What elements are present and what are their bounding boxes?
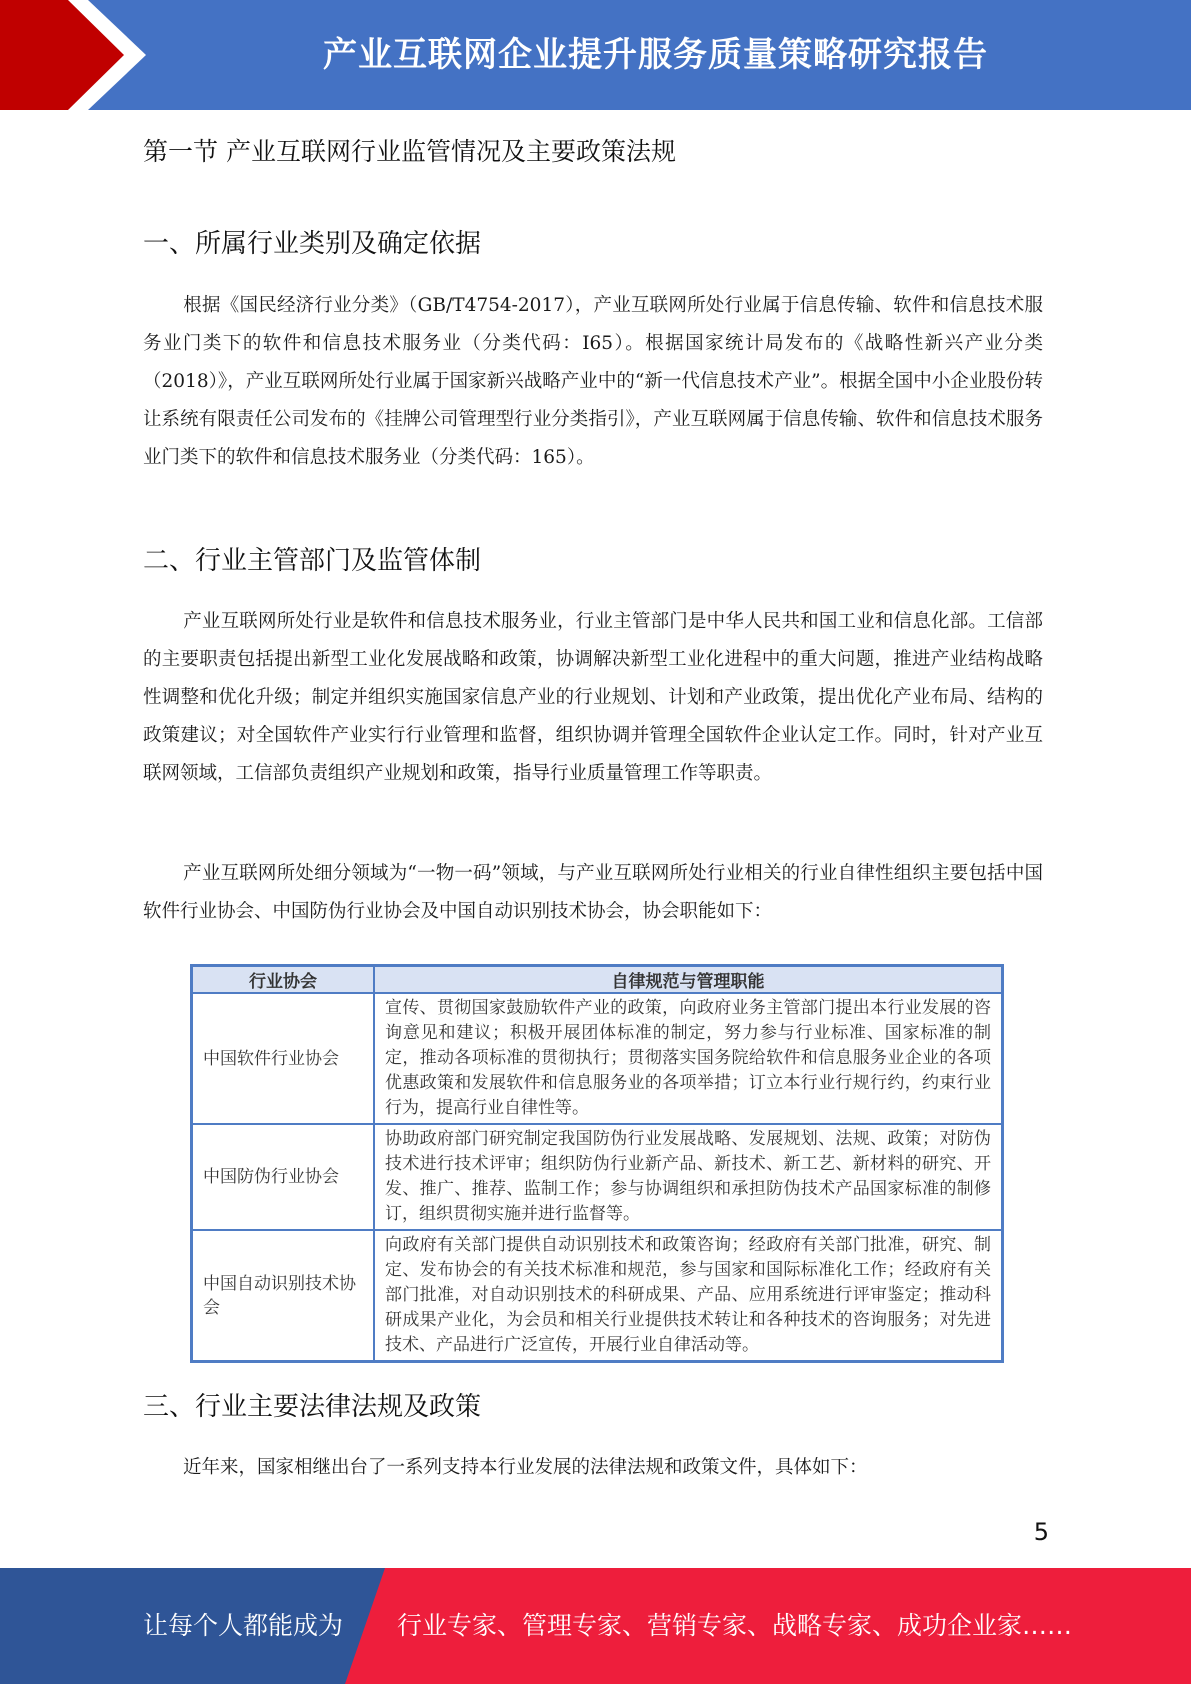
paragraph-industry-category: [143, 287, 1043, 477]
footer-slogan-right: 行业专家、管理专家、营销专家、战略专家、成功企业家……: [397, 1611, 1073, 1640]
footer-slogan-left: 让每个人都能成为: [143, 1611, 344, 1640]
paragraph-regulatory-authority: [143, 603, 1043, 793]
section-title: 第一节 产业互联网行业监管情况及主要政策法规: [143, 137, 676, 166]
heading-laws-policies: 三、行业主要法律法规及政策: [143, 1392, 482, 1422]
column-header-duties: 自律规范与管理职能: [374, 966, 1003, 994]
association-name: 中国自动识别技术协会: [192, 1230, 375, 1362]
report-title: 产业互联网企业提升服务质量策略研究报告: [323, 35, 988, 75]
paragraph-text: 产业互联网所处细分领域为“一物一码”领域，与产业互联网所处行业相关的行业自律性组织主要包括中国软件行业协会、中国防伪行业协会及中国自动识别技术协会，协会职能如下：: [143, 863, 1043, 922]
paragraph-text: 近年来，国家相继出台了一系列支持本行业发展的法律法规和政策文件，具体如下：: [183, 1457, 868, 1478]
association-table: [190, 964, 1004, 1363]
association-name: 中国防伪行业协会: [192, 1124, 375, 1230]
table-header-row: [192, 966, 1003, 994]
heading-regulatory-authority: 二、行业主管部门及监管体制: [143, 546, 482, 576]
heading-industry-category: 一、所属行业类别及确定依据: [143, 229, 482, 259]
page-number: 5: [1033, 1518, 1049, 1546]
association-duties: 协助政府部门研究制定我国防伪行业发展战略、发展规划、法规、政策；对防伪技术进行技术评审；组织防伪行业新产品、新技术、新工艺、新材料的研究、开发、推广、推荐、监制工作；参与协调组织和承担防伪技术产品国家标准的制修订，组织贯彻实施并进行监督等。: [374, 1124, 1003, 1230]
table-row: [192, 1230, 1003, 1362]
association-duties: 向政府有关部门提供自动识别技术和政策咨询；经政府有关部门批准，研究、制定、发布协会的有关技术标准和规范，参与国家和国际标准化工作；经政府有关部门批准，对自动识别技术的科研成果、产品、应用系统进行评审鉴定；推动科研成果产业化，为会员和相关行业提供技术转让和各种技术的咨询服务；对先进技术、产品进行广泛宣传，开展行业自律活动等。: [374, 1230, 1003, 1362]
header-arrow-decoration: [0, 0, 160, 110]
association-duties: 宣传、贯彻国家鼓励软件产业的政策，向政府业务主管部门提出本行业发展的咨询意见和建议；积极开展团体标准的制定，努力参与行业标准、国家标准的制定，推动各项标准的贯彻执行；贯彻落实国务院给软件和信息服务业企业的各项优惠政策和发展软件和信息服务业的各项举措；订立本行业行规行约，约束行业行为，提高行业自律性等。: [374, 993, 1003, 1124]
report-header: [0, 0, 1191, 110]
association-name: 中国软件行业协会: [192, 993, 375, 1124]
table-row: [192, 993, 1003, 1124]
paragraph-text: 产业互联网所处行业是软件和信息技术服务业，行业主管部门是中华人民共和国工业和信息化部。工信部的主要职责包括提出新型工业化发展战略和政策，协调解决新型工业化进程中的重大问题，推进产业结构战略性调整和优化升级；制定并组织实施国家信息产业的行业规划、计划和产业政策，提出优化产业布局、结构的政策建议；对全国软件产业实行行业管理和监督，组织协调并管理全国软件企业认定工作。同时，针对产业互联网领域，工信部负责组织产业规划和政策，指导行业质量管理工作等职责。: [143, 611, 1043, 784]
table-row: [192, 1124, 1003, 1230]
paragraph-text: 根据《国民经济行业分类》（GB/T4754-2017），产业互联网所处行业属于信息传输、软件和信息技术服务业门类下的软件和信息技术服务业（分类代码：I65）。根据国家统计局发布的《战略性新兴产业分类（2018）》，产业互联网所处行业属于国家新兴战略产业中的“新一代信息技术产业”。根据全国中小企业股份转让系统有限责任公司发布的《挂牌公司管理型行业分类指引》，产业互联网属于信息传输、软件和信息技术服务业门类下的软件和信息技术服务业（分类代码：165）。: [143, 295, 1043, 468]
column-header-association: 行业协会: [192, 966, 375, 994]
paragraph-laws-policies: [143, 1449, 1043, 1487]
page-footer: [0, 1568, 1191, 1684]
paragraph-self-regulatory: [143, 855, 1043, 931]
